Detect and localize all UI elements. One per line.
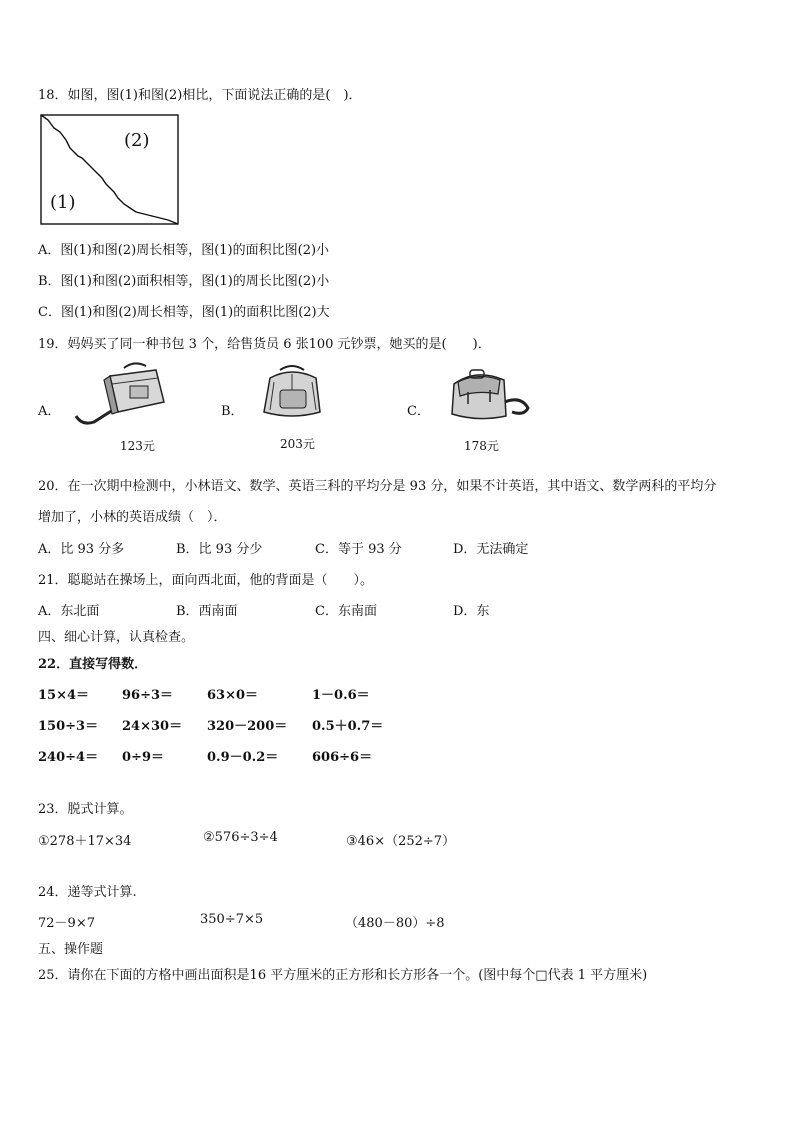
q18-option-c: C．图(1)和图(2)周长相等，图(1)的面积比图(2)大	[38, 305, 330, 320]
q23-item-2: ②576÷3÷4	[203, 830, 278, 845]
backpack-icon	[258, 364, 328, 422]
q20-option-a: A．比 93 分多	[38, 542, 125, 557]
q18-option-b: B．图(1)和图(2)面积相等，图(1)的周长比图(2)小	[38, 274, 330, 289]
figure-label-2: (2)	[124, 130, 150, 151]
q20-option-b: B．比 93 分少	[176, 542, 263, 557]
satchel-icon	[440, 364, 532, 424]
q18-option-a: A．图(1)和图(2)周长相等，图(1)的面积比图(2)小	[38, 243, 330, 258]
q19-option-c-letter: C．	[407, 404, 430, 419]
q22-r3-c1: 240÷4＝	[38, 750, 99, 765]
q22-r2-c1: 150÷3＝	[38, 719, 99, 734]
q21-stem: 21．聪聪站在操场上，面向西北面，他的背面是（ ）。	[38, 573, 374, 588]
q23-stem: 23．脱式计算。	[38, 802, 133, 817]
section-5-heading: 五、操作题	[38, 942, 104, 957]
q23-item-3: ③46×（252÷7）	[346, 834, 456, 849]
figure-label-1: (1)	[50, 192, 76, 213]
section-4-heading: 四、细心计算，认真检查。	[38, 630, 195, 645]
q22-r1-c2: 96÷3＝	[122, 688, 174, 703]
q22-r1-c3: 63×0＝	[207, 688, 259, 703]
q19-option-a-letter: A．	[38, 404, 61, 419]
q20-option-d: D．无法确定	[453, 542, 529, 557]
q22-r2-c3: 320－200＝	[207, 719, 288, 734]
q24-item-3: （480－80）÷8	[345, 916, 445, 931]
q22-r3-c2: 0÷9＝	[122, 750, 164, 765]
q22-r2-c4: 0.5＋0.7＝	[312, 719, 384, 734]
q20-stem-line2: 增加了，小林的英语成绩（ ）．	[38, 510, 227, 525]
shoulder-bag-icon	[72, 364, 172, 434]
q21-option-a: A．东北面	[38, 604, 100, 619]
q21-option-c: C．东南面	[315, 604, 377, 619]
q20-option-c: C．等于 93 分	[315, 542, 402, 557]
q23-item-1: ①278＋17×34	[38, 834, 132, 849]
q20-stem-line1: 20．在一次期中检测中，小林语文、数学、英语三科的平均分是 93 分，如果不计英语，其中语文、数学两科的平均分	[38, 479, 717, 494]
q22-r3-c4: 606÷6＝	[312, 750, 373, 765]
q22-r3-c3: 0.9－0.2＝	[207, 750, 279, 765]
q19-price-a: 123元	[120, 439, 155, 453]
q19-price-c: 178元	[464, 439, 499, 453]
q24-item-1: 72－9×7	[38, 916, 95, 931]
q19-option-b-letter: B．	[221, 404, 244, 419]
q22-r2-c2: 24×30＝	[122, 719, 183, 734]
q22-r1-c1: 15×4＝	[38, 688, 90, 703]
q21-option-d: D．东	[453, 604, 490, 619]
q22-r1-c4: 1－0.6＝	[312, 688, 370, 703]
q22-stem: 22．直接写得数．	[38, 657, 148, 672]
q25-stem: 25．请你在下面的方格中画出面积是16 平方厘米的正方形和长方形各一个。(图中每个□代表 1 平方厘米)	[38, 968, 648, 983]
q24-stem: 24．递等式计算.	[38, 885, 137, 900]
q24-item-2: 350÷7×5	[200, 912, 264, 927]
q21-option-b: B．西南面	[176, 604, 238, 619]
q19-stem: 19．妈妈买了同一种书包 3 个，给售货员 6 张100 元钞票，她买的是( )．	[38, 337, 491, 352]
q19-price-b: 203元	[280, 437, 315, 451]
q18-stem: 18．如图，图(1)和图(2)相比，下面说法正确的是( )．	[38, 88, 362, 103]
